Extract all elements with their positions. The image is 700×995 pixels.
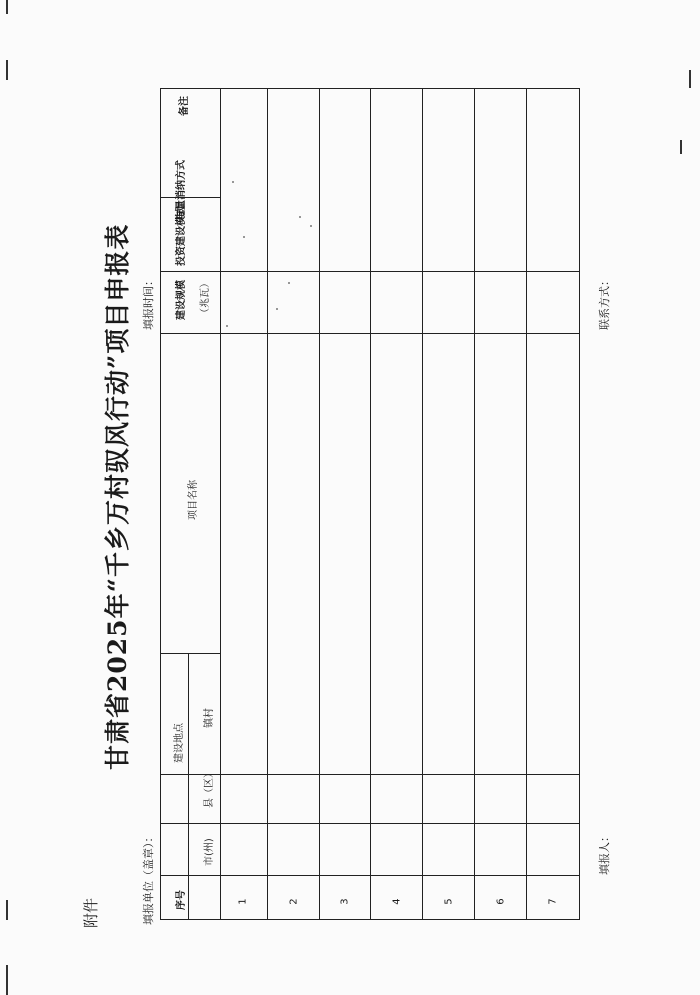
header-scale: 建设规模 xyxy=(176,280,187,320)
scan-mark xyxy=(6,900,8,920)
header-scale-unit: （兆瓦） xyxy=(200,278,211,318)
declaration-table xyxy=(160,88,580,920)
header-county: 县（区） xyxy=(204,768,215,808)
scan-dot xyxy=(232,181,234,183)
attachment-label: 附件 xyxy=(82,897,100,928)
scan-dot xyxy=(243,236,245,238)
grid-line xyxy=(370,88,371,920)
grid-line xyxy=(160,653,220,654)
row-number: 3 xyxy=(339,898,351,905)
row-number: 4 xyxy=(391,898,403,905)
header-town: 镇村 xyxy=(204,708,215,728)
scan-mark xyxy=(680,140,682,154)
grid-line xyxy=(319,88,320,920)
scan-mark xyxy=(6,60,8,80)
scan-dot xyxy=(276,308,278,310)
header-city: 市(州) xyxy=(204,838,215,866)
row-number: 1 xyxy=(237,898,249,905)
header-project-name: 项目名称 xyxy=(188,480,199,520)
scan-dot xyxy=(299,216,301,218)
fill-unit-label: 填报单位（盖章）： xyxy=(142,831,155,925)
grid-line xyxy=(267,88,268,920)
contact-label: 联系方式： xyxy=(598,275,611,330)
header-investment: 投资建设模式 xyxy=(176,206,187,266)
scan-dot xyxy=(226,325,228,327)
header-consumption: 电量消纳方式 xyxy=(176,160,187,220)
header-seq: 序号 xyxy=(176,890,187,910)
row-number: 7 xyxy=(547,898,559,905)
header-remarks: 备注 xyxy=(179,96,190,116)
scan-mark xyxy=(6,965,8,995)
row-number: 6 xyxy=(495,898,507,905)
header-location: 建设地点 xyxy=(174,723,185,763)
scan-dot xyxy=(288,282,290,284)
grid-line xyxy=(526,88,527,920)
scan-mark xyxy=(689,70,691,88)
scan-mark xyxy=(6,0,8,14)
page-title: 甘肃省2025年“千乡万村驭风行动”项目申报表 xyxy=(103,223,132,770)
grid-line xyxy=(220,88,221,920)
grid-line xyxy=(188,653,189,920)
row-number: 2 xyxy=(288,898,300,905)
fill-time-label: 填报时间： xyxy=(142,275,155,330)
filler-label: 填报人： xyxy=(598,831,611,875)
row-number: 5 xyxy=(443,898,455,905)
grid-line xyxy=(474,88,475,920)
scan-dot xyxy=(310,225,312,227)
grid-line xyxy=(422,88,423,920)
grid-line xyxy=(160,197,220,198)
